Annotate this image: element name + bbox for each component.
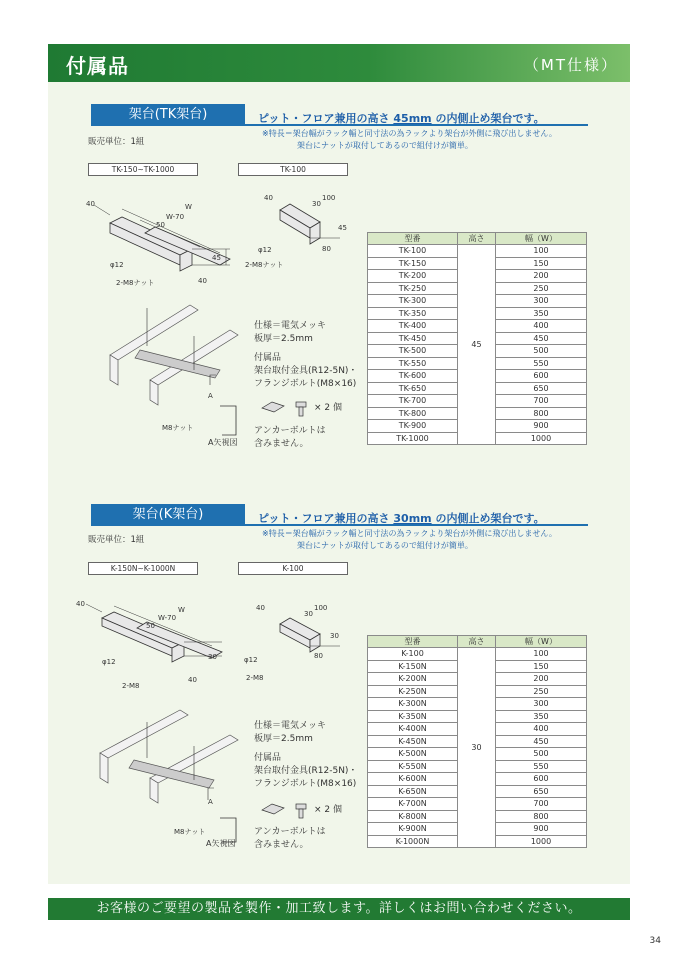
assembly-drawing	[90, 708, 250, 854]
dim-30: 30	[304, 610, 313, 618]
cell-model: TK-200	[368, 270, 458, 283]
cell-model: TK-350	[368, 307, 458, 320]
label-m8-nut: M8ナット	[162, 424, 194, 432]
fitting-bolt-icon	[258, 800, 318, 820]
product-table-k	[367, 635, 587, 848]
section-tab: 架台(K架台)	[91, 504, 245, 526]
dim-40: 40	[86, 200, 95, 208]
accessory-title: 付属品	[254, 353, 282, 363]
dim-height: 45	[212, 254, 221, 262]
cell-width: 500	[496, 748, 587, 761]
dim-w: W	[185, 203, 192, 211]
dim-40: 40	[76, 600, 85, 608]
cell-width: 300	[496, 295, 587, 308]
cell-model: TK-300	[368, 295, 458, 308]
cell-width: 450	[496, 735, 587, 748]
bracket-drawing-right	[240, 596, 350, 684]
cell-width: 700	[496, 798, 587, 811]
spec-label: （MT仕様）	[523, 56, 618, 74]
cell-width: 650	[496, 785, 587, 798]
label-view-a: A矢視図	[206, 839, 236, 848]
dim-height: 30	[330, 632, 339, 640]
cell-width: 400	[496, 723, 587, 736]
quantity: × 2 個	[314, 403, 342, 413]
dim-nut: 2-M8ナット	[116, 279, 155, 287]
cell-model: TK-900	[368, 420, 458, 433]
cell-width: 100	[496, 245, 587, 258]
cell-width: 700	[496, 395, 587, 408]
dim-phi: φ12	[244, 656, 258, 664]
cell-model: TK-500	[368, 345, 458, 358]
dim-80: 80	[322, 245, 331, 253]
dim-nut: 2-M8	[246, 674, 264, 682]
section-tab: 架台(TK架台)	[91, 104, 245, 126]
sales-unit: 販売単位：1組	[88, 137, 145, 147]
cell-model: K-200N	[368, 673, 458, 686]
cell-width: 900	[496, 420, 587, 433]
dim-40b: 40	[188, 676, 197, 684]
cell-width: 600	[496, 370, 587, 383]
drawing-label-right: K-100	[238, 562, 348, 575]
col-width: 幅（W）	[496, 636, 587, 648]
cell-width: 150	[496, 660, 587, 673]
cell-width: 100	[496, 648, 587, 661]
drawing-label-left: TK-150~TK-1000	[88, 163, 198, 176]
dim-w: W	[178, 606, 185, 614]
cell-model: TK-550	[368, 357, 458, 370]
dim-phi: φ12	[258, 246, 272, 254]
label-m8-nut: M8ナット	[174, 828, 206, 836]
drawing-label-left: K-150N~K-1000N	[88, 562, 198, 575]
cell-model: TK-700	[368, 395, 458, 408]
dim-50: 50	[156, 221, 165, 229]
cell-model: TK-150	[368, 257, 458, 270]
fitting-bolt-icon	[258, 398, 318, 418]
cell-model: K-250N	[368, 685, 458, 698]
section-headline: ピット・フロア兼用の高さ 30mm の内側止め架台です。	[258, 512, 545, 525]
page-title: 付属品	[66, 54, 129, 78]
dim-50: 50	[146, 622, 155, 630]
cell-model: TK-650	[368, 382, 458, 395]
cell-model: K-700N	[368, 798, 458, 811]
label-view-a: A矢視図	[208, 438, 238, 447]
cell-model: TK-100	[368, 245, 458, 258]
cell-width: 200	[496, 673, 587, 686]
col-model: 型番	[368, 233, 458, 245]
col-model: 型番	[368, 636, 458, 648]
dim-phi: φ12	[102, 658, 116, 666]
cell-height: 30	[458, 648, 496, 848]
page-number: 34	[649, 936, 661, 946]
cell-model: TK-450	[368, 332, 458, 345]
dim-40: 40	[256, 604, 265, 612]
cell-model: K-350N	[368, 710, 458, 723]
cell-model: K-800N	[368, 810, 458, 823]
cell-model: K-100	[368, 648, 458, 661]
cell-width: 1000	[496, 432, 587, 445]
cell-model: K-1000N	[368, 835, 458, 848]
cell-width: 250	[496, 282, 587, 295]
accessory-2: フランジボルト(M8×16)	[254, 779, 357, 789]
accessory-1: 架台取付金具(R12-5N)・	[254, 366, 358, 376]
cell-width: 550	[496, 357, 587, 370]
page-header	[48, 44, 630, 82]
quantity: × 2 個	[314, 805, 342, 815]
spec-block	[254, 320, 357, 391]
feature-note-2: 架台にナットが取付してあるので組付けが簡単。	[297, 541, 473, 550]
cell-model: K-600N	[368, 773, 458, 786]
label-a: A	[208, 392, 213, 400]
bracket-drawing-left	[80, 195, 250, 295]
spec-block	[254, 720, 357, 791]
cell-width: 150	[496, 257, 587, 270]
spec-thickness: 板厚＝2.5mm	[254, 334, 313, 344]
product-table-tk	[367, 232, 587, 445]
dim-height: 45	[338, 224, 347, 232]
cell-model: K-300N	[368, 698, 458, 711]
cell-model: TK-250	[368, 282, 458, 295]
cell-width: 800	[496, 407, 587, 420]
accessory-title: 付属品	[254, 753, 282, 763]
cell-model: K-150N	[368, 660, 458, 673]
cell-width: 400	[496, 320, 587, 333]
col-height: 高さ	[458, 636, 496, 648]
cell-width: 650	[496, 382, 587, 395]
dim-100: 100	[322, 194, 336, 202]
cell-model: TK-1000	[368, 432, 458, 445]
sales-unit: 販売単位：1組	[88, 535, 145, 545]
col-height: 高さ	[458, 233, 496, 245]
dim-80: 80	[314, 652, 323, 660]
dim-30: 30	[312, 200, 321, 208]
cell-model: K-450N	[368, 735, 458, 748]
cell-width: 350	[496, 307, 587, 320]
spec-plating: 仕様＝電気メッキ	[254, 721, 327, 731]
assembly-drawing	[90, 300, 250, 460]
label-a: A	[208, 798, 213, 806]
table-row	[368, 245, 587, 258]
section-headline: ピット・フロア兼用の高さ 45mm の内側止め架台です。	[258, 112, 545, 125]
feature-note-2: 架台にナットが取付してあるので組付けが簡単。	[297, 141, 473, 150]
accessory-2: フランジボルト(M8×16)	[254, 379, 357, 389]
cell-width: 500	[496, 345, 587, 358]
bracket-drawing-left	[72, 596, 247, 696]
cell-model: K-500N	[368, 748, 458, 761]
cell-width: 350	[496, 710, 587, 723]
table-row	[368, 648, 587, 661]
dim-w70: W-70	[166, 213, 185, 221]
accessory-1: 架台取付金具(R12-5N)・	[254, 766, 358, 776]
col-width: 幅（W）	[496, 233, 587, 245]
feature-note: ※特長＝架台幅がラック幅と同寸法の為ラックより架台が外側に飛び出しません。	[262, 529, 557, 538]
feature-note: ※特長＝架台幅がラック幅と同寸法の為ラックより架台が外側に飛び出しません。	[262, 129, 557, 138]
bracket-drawing-right	[240, 192, 350, 272]
cell-width: 1000	[496, 835, 587, 848]
cell-model: K-400N	[368, 723, 458, 736]
spec-plating: 仕様＝電気メッキ	[254, 321, 327, 331]
cell-model: TK-600	[368, 370, 458, 383]
cell-width: 800	[496, 810, 587, 823]
cell-width: 200	[496, 270, 587, 283]
anchor-note: アンカーボルトは 含みません。	[254, 827, 326, 850]
footer-banner: お客様のご要望の製品を製作・加工致します。詳しくはお問い合わせください。	[48, 898, 630, 920]
cell-width: 600	[496, 773, 587, 786]
dim-nut: 2-M8	[122, 682, 140, 690]
dim-w70: W-70	[158, 614, 177, 622]
dim-phi: φ12	[110, 261, 124, 269]
cell-model: K-900N	[368, 823, 458, 836]
drawing-label-right: TK-100	[238, 163, 348, 176]
spec-thickness: 板厚＝2.5mm	[254, 734, 313, 744]
dim-100: 100	[314, 604, 328, 612]
cell-model: K-550N	[368, 760, 458, 773]
cell-width: 300	[496, 698, 587, 711]
dim-height: 30	[208, 653, 217, 661]
dim-40b: 40	[198, 277, 207, 285]
anchor-note: アンカーボルトは 含みません。	[254, 426, 326, 449]
cell-height: 45	[458, 245, 496, 445]
cell-width: 450	[496, 332, 587, 345]
cell-model: K-650N	[368, 785, 458, 798]
cell-width: 250	[496, 685, 587, 698]
cell-model: TK-800	[368, 407, 458, 420]
cell-width: 550	[496, 760, 587, 773]
cell-model: TK-400	[368, 320, 458, 333]
dim-nut: 2-M8ナット	[245, 261, 284, 269]
cell-width: 900	[496, 823, 587, 836]
dim-40: 40	[264, 194, 273, 202]
